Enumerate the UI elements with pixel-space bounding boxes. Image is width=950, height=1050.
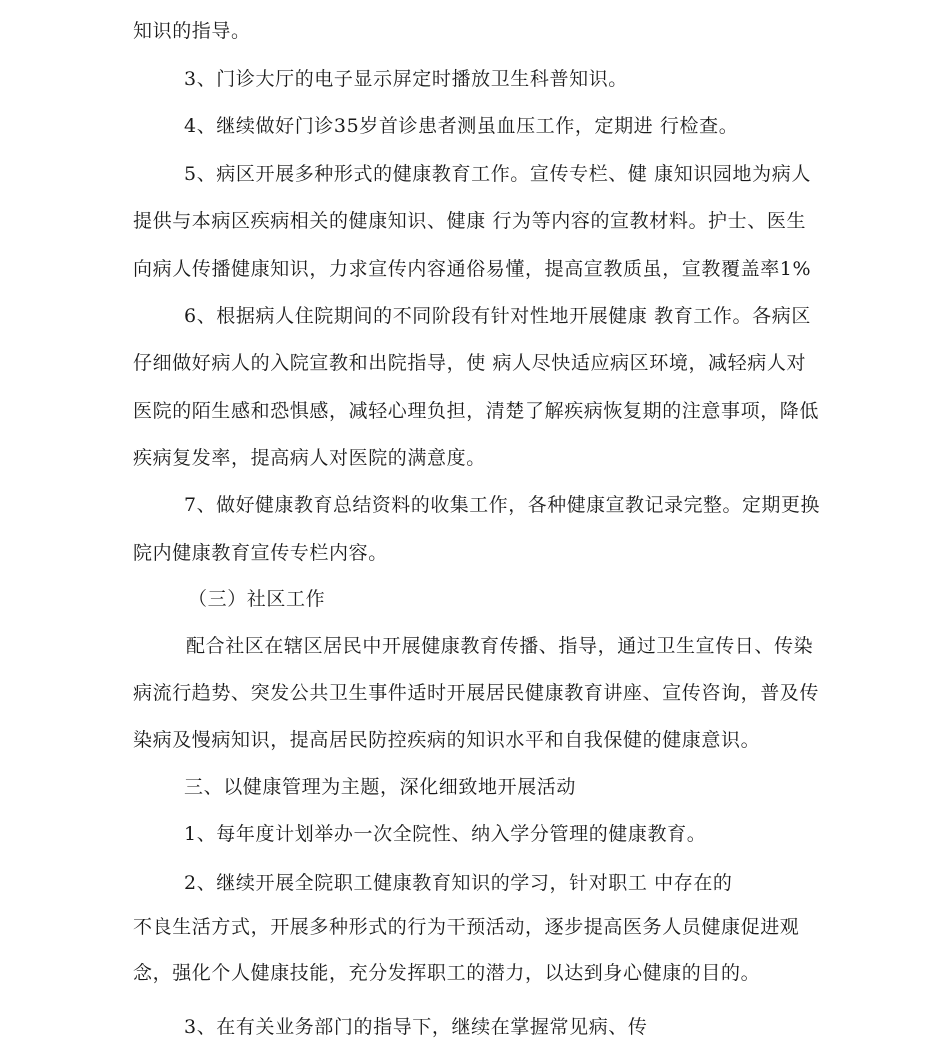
text-line: 知识的指导。 bbox=[133, 20, 251, 42]
text-line: 院内健康教育宣传专栏内容。 bbox=[133, 542, 388, 564]
text-line: 病流行趋势、突发公共卫生事件适时开展居民健康教育讲座、宣传咨询，普及传 bbox=[133, 682, 820, 704]
list-item-6: 6、根据病人住院期间的不同阶段有针对性地开展健康 教育工作。各病区 bbox=[184, 305, 811, 327]
paragraph-community: 配合社区在辖区居民中开展健康教育传播、指导，通过卫生宣传日、传染 bbox=[186, 635, 814, 657]
list-item-1: 1、每年度计划举办一次全院性、纳入学分管理的健康教育。 bbox=[184, 823, 707, 845]
section-heading-health-management: 三、以健康管理为主题，深化细致地开展活动 bbox=[184, 776, 577, 798]
list-item-3: 3、门诊大厅的电子显示屏定时播放卫生科普知识。 bbox=[184, 68, 628, 90]
text-line: 染病及慢病知识，提高居民防控疾病的知识水平和自我保健的健康意识。 bbox=[133, 729, 761, 751]
section-heading-community: （三）社区工作 bbox=[188, 588, 326, 610]
text-line: 不良生活方式，开展多种形式的行为干预活动，逐步提高医务人员健康促进观 bbox=[133, 916, 800, 938]
text-line: 念，强化个人健康技能，充分发挥职工的潜力，以达到身心健康的目的。 bbox=[133, 962, 761, 984]
text-line: 医院的陌生感和恐惧感，减轻心理负担，清楚了解疾病恢复期的注意事项，降低 bbox=[133, 400, 820, 422]
text-line: 仔细做好病人的入院宣教和出院指导，使 病人尽快适应病区环境，减轻病人对 bbox=[133, 352, 807, 374]
list-item-3b: 3、在有关业务部门的指导下，继续在掌握常见病、传 bbox=[184, 1016, 648, 1038]
text-line: 提供与本病区疾病相关的健康知识、健康 行为等内容的宣教材料。护士、医生 bbox=[133, 210, 807, 232]
text-line: 向病人传播健康知识，力求宣传内容通俗易懂，提高宣教质虽，宣教覆盖率1% bbox=[133, 258, 812, 280]
list-item-5: 5、病区开展多种形式的健康教育工作。宣传专栏、健 康知识园地为病人 bbox=[184, 163, 811, 185]
text-line: 疾病复发率，提高病人对医院的满意度。 bbox=[133, 447, 486, 469]
list-item-7: 7、做好健康教育总结资料的收集工作，各种健康宣教记录完整。定期更换 bbox=[184, 494, 820, 516]
list-item-4: 4、继续做好门诊35岁首诊患者测虽血压工作，定期进 行检查。 bbox=[184, 115, 739, 137]
list-item-2: 2、继续开展全院职工健康教育知识的学习，针对职工 中存在的 bbox=[184, 872, 733, 894]
